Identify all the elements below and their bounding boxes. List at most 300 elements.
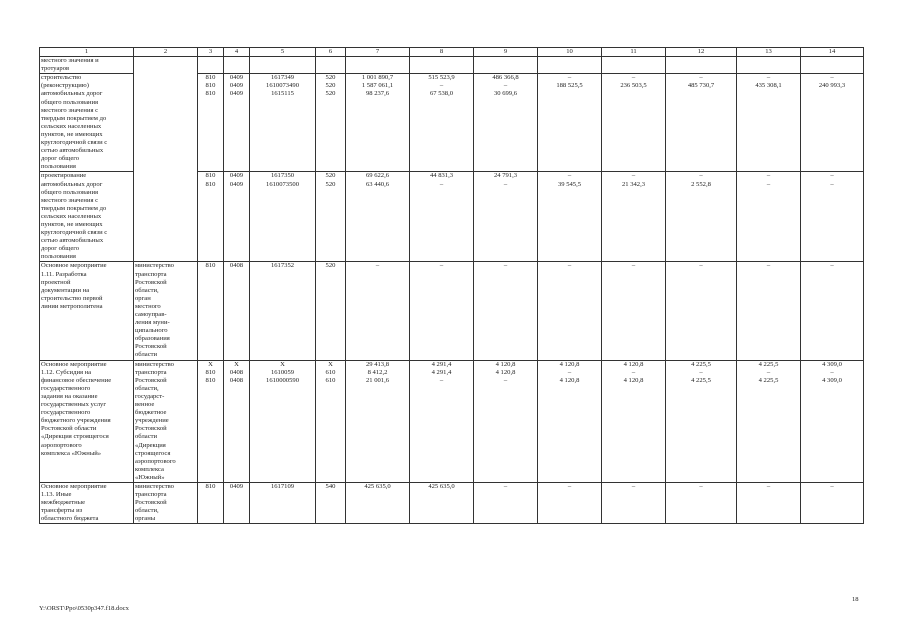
value-cell [538, 360, 602, 482]
cell-line: – [567, 74, 572, 82]
cell-line: пользования [41, 163, 76, 171]
cell-line: финансовое обеспечение [41, 376, 112, 384]
value-cell [250, 74, 316, 172]
cell-line: бюджетного учреждения [41, 417, 111, 425]
cell-line: – [830, 180, 834, 188]
table-row [40, 262, 864, 360]
cell-line: – [699, 368, 703, 376]
cell-line: твердым покрытием до [41, 114, 107, 122]
measure-name-cell [40, 482, 134, 523]
cell-line [738, 90, 799, 98]
cell-line: X [208, 360, 213, 368]
value-cell [198, 74, 224, 172]
value-cell [737, 74, 801, 172]
cell-line: министерство [135, 262, 174, 270]
cell-line: местного [135, 302, 161, 310]
cell-line: 21 001,6 [365, 376, 390, 384]
value-cell [801, 360, 864, 482]
cell-line: 67 538,0 [429, 90, 454, 98]
executor-cell [134, 262, 198, 360]
executor-cell [134, 360, 198, 482]
cell-line: 1610073490 [266, 82, 299, 90]
cell-line: 486 366,8 [492, 74, 519, 82]
value-cell [198, 262, 224, 360]
cell-line: – [375, 262, 380, 270]
value-cell [538, 172, 602, 262]
cell-line: X [328, 360, 333, 368]
cell-line: – [567, 172, 572, 180]
cell-line: строительство [41, 74, 82, 82]
value-cell [410, 360, 474, 482]
cell-line: 1610059 [270, 368, 295, 376]
cell-line: 98 237,6 [365, 90, 390, 98]
cell-line: – [830, 482, 834, 490]
cell-line: 520 [325, 90, 336, 98]
cell-line: сельских населенных [41, 212, 102, 220]
column-number-header: 12 [666, 48, 737, 57]
cell-line [603, 90, 664, 98]
cell-line: – [766, 482, 771, 490]
cell-line: 44 831,3 [429, 172, 454, 180]
cell-line: 1617352 [270, 262, 295, 270]
cell-line: местного значения и [41, 57, 99, 65]
cell-line: 520 [325, 180, 336, 188]
column-number-header: 13 [737, 48, 801, 57]
value-cell [666, 74, 737, 172]
cell-line: – [830, 74, 834, 82]
cell-line: – [830, 368, 834, 376]
cell-line: 30 699,6 [493, 90, 518, 98]
cell-line: области [135, 351, 158, 359]
cell-line: 0408 [229, 262, 244, 270]
cell-line: линии метрополитена [41, 302, 103, 310]
cell-line: аэропортового [135, 457, 176, 465]
column-number-header: 9 [474, 48, 538, 57]
cell-line: 4 120,8 [495, 360, 516, 368]
cell-line: 0409 [229, 180, 244, 188]
page-number: 18 [852, 596, 859, 603]
cell-line: 485 730,7 [687, 82, 715, 90]
cell-line: 236 503,5 [620, 82, 647, 90]
cell-line: Ростовской [135, 278, 167, 286]
value-cell [224, 262, 250, 360]
cell-line: 4 225,5 [758, 376, 779, 384]
cell-line: области [135, 433, 158, 441]
cell-line: – [439, 262, 444, 270]
measure-name-cell [40, 57, 134, 74]
cell-line: органы [135, 515, 156, 523]
cell-line: области, [135, 384, 159, 392]
program-table [39, 47, 864, 524]
cell-line: Основное мероприятие [41, 262, 107, 270]
cell-line: 4 120,8 [559, 360, 580, 368]
cell-line: – [631, 262, 636, 270]
cell-line: 0409 [229, 90, 244, 98]
cell-line: – [830, 172, 834, 180]
cell-line: 4 120,8 [623, 376, 644, 384]
value-cell [602, 262, 666, 360]
value-cell [474, 74, 538, 172]
value-cell [801, 74, 864, 172]
cell-line: общего пользования [41, 188, 99, 196]
column-number-header: 3 [198, 48, 224, 57]
cell-line: 0408 [229, 368, 244, 376]
cell-line: местного значения с [41, 106, 99, 114]
value-cell [198, 57, 224, 74]
cell-line: X [280, 360, 285, 368]
value-cell [474, 360, 538, 482]
cell-line: 425 635,0 [428, 482, 455, 490]
measure-name-cell [40, 360, 134, 482]
column-number-header: 4 [224, 48, 250, 57]
cell-line: транспорта [135, 270, 167, 278]
cell-line: 4 225,5 [691, 376, 711, 384]
value-cell [250, 360, 316, 482]
cell-line: 1 001 890,7 [361, 74, 394, 82]
cell-line: пользования [41, 253, 76, 261]
cell-line: 4 120,8 [559, 376, 580, 384]
measure-name-cell [40, 262, 134, 360]
value-cell [198, 360, 224, 482]
cell-line: 1.13. Иные [41, 491, 72, 499]
cell-line: 425 635,0 [364, 482, 391, 490]
value-cell [602, 172, 666, 262]
cell-line: областного бюджета [41, 515, 99, 523]
cell-line: орган [135, 294, 151, 302]
cell-line: транспорта [135, 368, 167, 376]
cell-line: круглогодичной связи с [41, 229, 108, 237]
cell-line: круглогодичной связи с [41, 139, 108, 147]
cell-line: 810 [205, 180, 216, 188]
cell-line: трансферты из [41, 507, 83, 515]
cell-line: 810 [205, 172, 216, 180]
value-cell [801, 262, 864, 360]
measure-name-cell [40, 74, 134, 172]
cell-line: 4 291,4 [431, 368, 452, 376]
executor-cell [134, 482, 198, 523]
cell-line: – [503, 82, 508, 90]
cell-line: проектной [41, 278, 71, 286]
value-cell [666, 57, 737, 74]
value-cell [346, 57, 410, 74]
cell-line: – [766, 262, 771, 270]
cell-line: образования [135, 335, 170, 343]
value-cell [224, 57, 250, 74]
cell-line: 0409 [229, 482, 244, 490]
cell-line: ципального [135, 327, 168, 335]
value-cell [410, 74, 474, 172]
value-cell [346, 482, 410, 523]
value-cell [224, 360, 250, 482]
value-cell [316, 360, 346, 482]
cell-line: области, [135, 507, 159, 515]
cell-line: министерство [135, 482, 174, 490]
cell-line: государственного [41, 409, 91, 417]
value-cell [602, 74, 666, 172]
cell-line: – [439, 376, 444, 384]
cell-line: 1617109 [270, 482, 295, 490]
value-cell [801, 57, 864, 74]
value-cell [316, 57, 346, 74]
value-cell [346, 262, 410, 360]
cell-line: 0409 [229, 82, 244, 90]
cell-line: – [699, 74, 703, 82]
cell-line: Основное мероприятие [41, 482, 107, 490]
cell-line: Ростовской области [41, 425, 97, 433]
value-cell [538, 74, 602, 172]
cell-line: межбюджетные [41, 499, 86, 507]
column-number-header: 5 [250, 48, 316, 57]
cell-line: 1.11. Разработка [41, 270, 87, 278]
value-cell [224, 74, 250, 172]
cell-line: – [699, 262, 703, 270]
cell-line: 515 523,9 [428, 74, 455, 82]
value-cell [538, 262, 602, 360]
cell-line: твердым покрытием до [41, 204, 107, 212]
table-row [40, 360, 864, 482]
cell-line: 810 [205, 90, 216, 98]
value-cell [198, 482, 224, 523]
cell-line: – [766, 180, 771, 188]
cell-line: 4 309,0 [822, 360, 842, 368]
cell-line: – [830, 262, 834, 270]
cell-line: области, [135, 286, 159, 294]
cell-line: автомобильных дорог [41, 90, 103, 98]
cell-line: – [766, 74, 771, 82]
value-cell [346, 172, 410, 262]
value-cell [737, 482, 801, 523]
column-number-header: 11 [602, 48, 666, 57]
value-cell [410, 262, 474, 360]
cell-line: 1617350 [270, 172, 295, 180]
value-cell [602, 360, 666, 482]
cell-line: 4 291,4 [431, 360, 452, 368]
value-cell [737, 57, 801, 74]
cell-line: 810 [205, 74, 216, 82]
cell-line: 520 [325, 172, 336, 180]
cell-line: 69 622,6 [365, 172, 390, 180]
value-cell [538, 482, 602, 523]
cell-line: 520 [325, 82, 336, 90]
cell-line: «Дирекция [135, 441, 166, 449]
value-cell [316, 172, 346, 262]
column-number-header: 6 [316, 48, 346, 57]
cell-line: автомобильных дорог [41, 180, 103, 188]
value-cell [602, 57, 666, 74]
cell-line: Ростовской [135, 499, 167, 507]
cell-line: местного значения с [41, 196, 99, 204]
cell-line: ления муни- [135, 319, 170, 327]
cell-line: Ростовской [135, 376, 167, 384]
cell-line: строящегося [135, 449, 171, 457]
table-header-row [40, 48, 864, 57]
cell-line: – [631, 368, 636, 376]
value-cell [737, 262, 801, 360]
cell-line: – [699, 482, 703, 490]
cell-line: 29 413,8 [365, 360, 390, 368]
cell-line: 188 525,5 [556, 82, 583, 90]
cell-line: – [631, 74, 636, 82]
cell-line: 1617349 [270, 74, 295, 82]
column-number-header: 8 [410, 48, 474, 57]
cell-line [802, 90, 862, 98]
cell-line: сетью автомобильных [41, 237, 104, 245]
value-cell [346, 360, 410, 482]
cell-line: 1.12. Субсидия на [41, 368, 92, 376]
cell-line: 4 309,0 [822, 376, 842, 384]
cell-line: – [503, 180, 508, 188]
cell-line: «Южный» [135, 473, 165, 481]
cell-line: 1610000590 [266, 376, 299, 384]
cell-line: 0408 [229, 376, 244, 384]
cell-line: 810 [205, 368, 216, 376]
cell-line: 520 [325, 262, 336, 270]
cell-line: Ростовской [135, 425, 167, 433]
cell-line: 435 308,1 [755, 82, 782, 90]
cell-line: 610 [325, 376, 336, 384]
cell-line: комплекса «Южный» [41, 449, 102, 457]
cell-line: (реконструкцию) [41, 82, 89, 90]
value-cell [346, 74, 410, 172]
cell-line: тротуаров [41, 65, 70, 73]
cell-line: 810 [205, 376, 216, 384]
cell-line: – [567, 262, 572, 270]
value-cell [538, 57, 602, 74]
cell-line: венное [135, 401, 155, 409]
value-cell [250, 262, 316, 360]
cell-line: 1 587 061,1 [361, 82, 394, 90]
cell-line: X [234, 360, 239, 368]
value-cell [410, 482, 474, 523]
cell-line: пунктов, не имеющих [41, 220, 103, 228]
cell-line: сетью автомобильных [41, 147, 104, 155]
cell-line: проектирование [41, 172, 87, 180]
value-cell [410, 172, 474, 262]
value-cell [666, 360, 737, 482]
cell-line: сельских населенных [41, 122, 102, 130]
cell-line: бюджетное [135, 409, 167, 417]
cell-line: 1610073500 [266, 180, 299, 188]
cell-line: государственных услуг [41, 401, 107, 409]
cell-line: 24 791,3 [493, 172, 518, 180]
cell-line: 610 [325, 368, 336, 376]
cell-line: Основное мероприятие [41, 360, 107, 368]
cell-line: 810 [205, 482, 216, 490]
column-number-header: 7 [346, 48, 410, 57]
value-cell [666, 172, 737, 262]
value-cell [801, 172, 864, 262]
cell-line: – [503, 262, 508, 270]
cell-line: пунктов, не имеющих [41, 130, 103, 138]
cell-line: 4 225,5 [758, 360, 779, 368]
value-cell [316, 262, 346, 360]
cell-line: – [766, 172, 771, 180]
cell-line: – [439, 82, 444, 90]
value-cell [474, 57, 538, 74]
value-cell [316, 482, 346, 523]
measure-name-cell [40, 172, 134, 262]
value-cell [602, 482, 666, 523]
cell-line: – [631, 172, 636, 180]
value-cell [410, 57, 474, 74]
cell-line: – [567, 482, 572, 490]
cell-line: 63 440,6 [365, 180, 390, 188]
cell-line: государственного [41, 384, 91, 392]
cell-line: министерство [135, 360, 174, 368]
cell-line: – [766, 368, 771, 376]
value-cell [801, 482, 864, 523]
value-cell [198, 172, 224, 262]
cell-line [539, 90, 600, 98]
cell-line: – [631, 482, 636, 490]
cell-line: 4 120,8 [495, 368, 516, 376]
cell-line: 1615115 [271, 90, 294, 98]
cell-line: 540 [325, 482, 336, 490]
cell-line: дорог общего [41, 155, 80, 163]
column-number-header: 1 [40, 48, 134, 57]
cell-line: 21 342,3 [621, 180, 646, 188]
column-number-header: 14 [801, 48, 864, 57]
cell-line: транспорта [135, 491, 167, 499]
cell-line: учреждение [135, 417, 169, 425]
cell-line: – [503, 376, 508, 384]
column-number-header: 2 [134, 48, 198, 57]
cell-line: 810 [205, 82, 216, 90]
cell-line: – [699, 172, 703, 180]
cell-line: – [503, 482, 508, 490]
value-cell [474, 172, 538, 262]
cell-line: – [567, 368, 572, 376]
value-cell [474, 262, 538, 360]
file-path: Y:\ORST\Ppo\0530p347.f18.docx [39, 605, 129, 612]
value-cell [250, 482, 316, 523]
cell-line: строительство первой [41, 294, 103, 302]
value-cell [737, 172, 801, 262]
value-cell [316, 74, 346, 172]
value-cell [666, 262, 737, 360]
cell-line: 4 120,8 [623, 360, 644, 368]
table-row [40, 482, 864, 523]
cell-line: дорог общего [41, 245, 80, 253]
column-number-header: 10 [538, 48, 602, 57]
cell-line: документации на [41, 286, 90, 294]
cell-line: 0409 [229, 172, 244, 180]
cell-line: 520 [325, 74, 336, 82]
cell-line: 0409 [229, 74, 244, 82]
value-cell [250, 172, 316, 262]
cell-line [667, 90, 735, 98]
value-cell [474, 482, 538, 523]
cell-line: самоуправ- [135, 311, 167, 318]
cell-line: «Дирекция строящегося [41, 433, 109, 441]
executor-cell [134, 57, 198, 262]
cell-line: – [439, 180, 444, 188]
cell-line: 810 [205, 262, 216, 270]
value-cell [250, 57, 316, 74]
value-cell [224, 482, 250, 523]
cell-line: общего пользования [41, 98, 99, 106]
cell-line: задания на оказание [41, 392, 98, 400]
cell-line: 39 545,5 [557, 180, 582, 188]
table-row [40, 57, 864, 74]
cell-line: 240 993,3 [818, 82, 846, 90]
value-cell [666, 482, 737, 523]
cell-line: Ростовской [135, 343, 167, 351]
cell-line: государст- [135, 392, 165, 400]
value-cell [737, 360, 801, 482]
value-cell [224, 172, 250, 262]
cell-line: комплекса [135, 465, 164, 473]
